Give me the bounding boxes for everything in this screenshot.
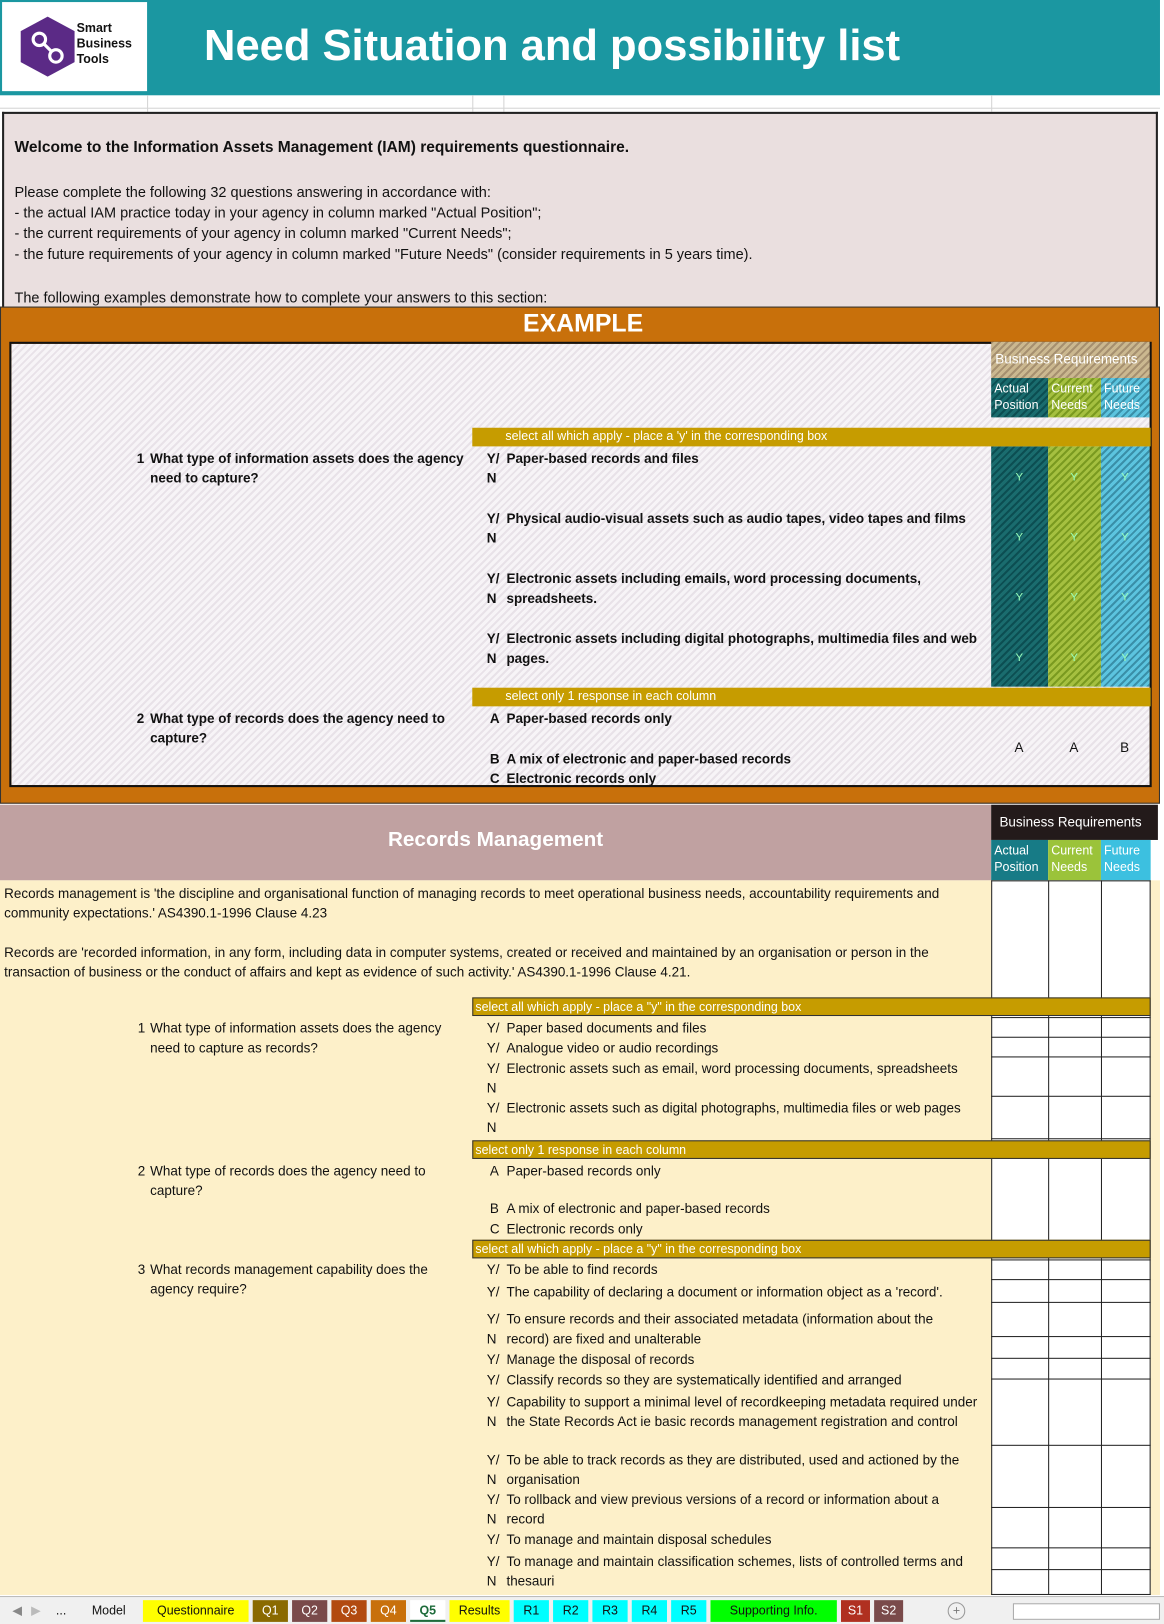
example-answer: Y: [1121, 531, 1129, 544]
grid-line: [991, 1547, 1150, 1548]
instruction-band: select all which apply - place a "y" in the corresponding box: [472, 1240, 1150, 1259]
question-text: What records management capability does the agency require?: [150, 1261, 428, 1297]
records-title: Records Management: [387, 828, 604, 852]
sheet-tab-r3[interactable]: R3: [592, 1600, 627, 1622]
grid-line: [991, 1259, 1150, 1260]
yn-marker: Y/ N: [486, 510, 500, 546]
option-text: Paper-based records only: [506, 1163, 661, 1179]
yn-marker: Y/: [486, 1284, 500, 1300]
example-answer: Y: [1121, 651, 1129, 664]
logo: [2, 2, 147, 91]
scroll-right-icon[interactable]: ▶: [31, 1603, 41, 1618]
option-letter: C: [489, 770, 500, 787]
example-title: EXAMPLE: [523, 309, 644, 338]
example-instruction-band: select all which apply - place a 'y' in the corresponding box: [472, 428, 1150, 447]
page-title: Need Situation and possibility list: [204, 20, 901, 70]
yn-marker: Y/: [486, 1261, 500, 1278]
option-text: A mix of electronic and paper-based records: [506, 1200, 770, 1216]
sheet-tab-q4[interactable]: Q4: [371, 1600, 406, 1622]
example-col-header: Actual Position: [991, 378, 1048, 417]
option-text: The capability of declaring a document or information object as a 'record'.: [506, 1284, 943, 1300]
examples-note: The following examples demonstrate how to complete your answers to this section:: [14, 288, 548, 306]
option-letter: A: [489, 710, 500, 727]
sheet-tab-q1[interactable]: Q1: [253, 1600, 288, 1622]
sheet-tab-r1[interactable]: R1: [514, 1600, 549, 1622]
add-sheet-button[interactable]: +: [948, 1602, 966, 1620]
grid-line: [991, 1569, 1150, 1570]
logo-text: Smart Business Tools: [76, 20, 132, 67]
option-text: Electronic records only: [506, 770, 657, 787]
grid-line: [991, 1302, 1150, 1303]
instruction-band: select all which apply - place a "y" in the corresponding box: [472, 997, 1150, 1016]
sheet-tab-results[interactable]: Results: [449, 1600, 509, 1622]
option-letter: B: [489, 750, 500, 767]
option-text: Capability to support a minimal level of recordkeeping metadata required under the State Records Act ie basic records management registration and control: [506, 1394, 978, 1430]
option-text: Paper-based records only: [506, 710, 672, 727]
yn-marker: Y/: [486, 1351, 500, 1368]
grid-line: [991, 1279, 1150, 1280]
grid-line: [991, 1138, 1150, 1139]
example-answer: Y: [1015, 651, 1024, 664]
sheet-tab-s1[interactable]: S1: [841, 1600, 870, 1622]
sheet-tab-bar: [0, 1596, 1164, 1624]
example-answer: B: [1120, 739, 1130, 756]
intro-line: - the current requirements of your agency in column marked "Current Needs";: [14, 224, 512, 242]
example-instruction-band: select only 1 response in each column: [472, 688, 1150, 707]
grid-line: [1048, 880, 1049, 1595]
sheet-tab-r5[interactable]: R5: [671, 1600, 706, 1622]
option-text: Electronic assets including emails, word processing documents, spreadsheets.: [506, 570, 921, 606]
question-text: What type of information assets does the agency need to capture as records?: [150, 1020, 442, 1056]
option-text: Electronic assets including digital photographs, multimedia files and web pages.: [506, 630, 978, 666]
grid-line: [991, 1445, 1150, 1446]
answer-grid: [991, 880, 1150, 1595]
example-answer: Y: [1070, 651, 1079, 664]
option-text: To manage and maintain disposal schedules: [506, 1531, 772, 1548]
question-number: 2: [136, 710, 145, 727]
grid-line: [991, 1379, 1150, 1380]
example-answer: A: [1069, 739, 1079, 756]
grid-line: [991, 1336, 1150, 1337]
sheet-tab-r4[interactable]: R4: [632, 1600, 667, 1622]
yn-marker: Y/ N: [486, 1394, 500, 1430]
example-answer: Y: [1121, 471, 1129, 484]
sheet-tab-supporting-info-[interactable]: Supporting Info.: [710, 1600, 836, 1622]
example-answer: Y: [1121, 591, 1129, 604]
option-letter: B: [489, 1200, 499, 1216]
question-number: 1: [137, 1020, 146, 1036]
grid-line: [991, 1037, 1150, 1038]
intro-section: [2, 112, 1158, 309]
yn-marker: Y/ N: [486, 450, 500, 486]
yn-marker: Y/ N: [486, 1099, 500, 1136]
option-text: To ensure records and their associated metadata (information about the record) are fixed and unalterable: [506, 1311, 934, 1347]
example-answer: Y: [1070, 471, 1079, 484]
question-text: What type of information assets does the agency need to capture?: [150, 450, 464, 486]
intro-line: Please complete the following 32 questions answering in accordance with:: [14, 183, 491, 200]
yn-marker: Y/: [486, 1039, 500, 1056]
records-definition-2: Records are 'recorded information, in any form, including data in computer systems, created or received and maintained by an organisation or person in the transaction of business or the conduct of affairs and kept as evidence of such activity.' AS4390.1-1996 Clause 4.21.: [4, 944, 929, 980]
grid-line: [991, 1594, 1150, 1595]
yn-marker: Y/ N: [486, 1060, 500, 1096]
yn-marker: Y/ N: [486, 1491, 500, 1527]
option-text: Analogue video or audio recordings: [506, 1039, 719, 1056]
logo-icon: [17, 14, 79, 78]
option-text: Manage the disposal of records: [506, 1351, 695, 1368]
question-text: What type of records does the agency need to capture?: [150, 710, 445, 746]
grid-line: [991, 1096, 1150, 1097]
grid-line: [991, 1358, 1150, 1359]
yn-marker: Y/ N: [486, 630, 500, 666]
option-text: To be able to track records as they are distributed, used and actioned by the organisation: [506, 1452, 960, 1488]
option-text: Electronic assets such as email, word processing documents, spreadsheets: [506, 1060, 958, 1077]
sheet-tab-s2[interactable]: S2: [874, 1600, 903, 1622]
sheet-tab-q2[interactable]: Q2: [292, 1600, 327, 1622]
example-answer: A: [1014, 739, 1024, 756]
sheet-tab-q5[interactable]: Q5: [410, 1600, 445, 1622]
option-letter: A: [489, 1163, 499, 1179]
option-text: Electronic records only: [506, 1221, 643, 1237]
grid-line: [991, 1507, 1150, 1508]
example-answer: Y: [1015, 471, 1024, 484]
option-text: Classify records so they are systematically identified and arranged: [506, 1372, 902, 1388]
question-text: What type of records does the agency need to capture?: [150, 1163, 426, 1199]
records-definition: Records management is 'the discipline and organisational function of managing records to meet operational business needs, accountability requirements and community expectations.' AS4390.1-1996 Clause 4.23: [4, 885, 940, 921]
scroll-left-icon[interactable]: ◀: [12, 1603, 22, 1618]
option-text: Paper based documents and files: [506, 1020, 707, 1036]
col-current-needs: Current Needs: [1048, 840, 1101, 880]
grid-line: [991, 880, 1150, 881]
option-letter: C: [489, 1221, 500, 1237]
grid-line: [991, 1056, 1150, 1057]
example-col-header: Future Needs: [1101, 378, 1150, 417]
option-text: To rollback and view previous versions of a record or information about a record: [506, 1491, 940, 1527]
sheet-tab-questionnaire[interactable]: Questionnaire: [143, 1600, 249, 1622]
question-number: 2: [137, 1163, 146, 1179]
question-number: 3: [137, 1261, 146, 1278]
grid-line: [1150, 880, 1151, 1595]
sheet-tab-model[interactable]: Model: [79, 1600, 139, 1622]
yn-marker: Y/: [486, 1020, 500, 1036]
sheet-tab-r2[interactable]: R2: [553, 1600, 588, 1622]
option-text: Paper-based records and files: [506, 450, 699, 467]
yn-marker: Y/ N: [486, 1553, 500, 1589]
yn-marker: Y/ N: [486, 570, 500, 606]
question-number: 1: [136, 450, 145, 467]
business-requirements-header: Business Requirements: [991, 805, 1158, 840]
option-text: A mix of electronic and paper-based records: [506, 750, 792, 767]
example-answer: Y: [1015, 591, 1024, 604]
yn-marker: Y/: [486, 1531, 500, 1548]
yn-marker: Y/: [486, 1372, 500, 1388]
more-tabs-button[interactable]: ...: [55, 1603, 67, 1618]
option-text: Electronic assets such as digital photographs, multimedia files or web pages: [506, 1099, 961, 1116]
option-text: Physical audio-visual assets such as audio tapes, video tapes and films: [506, 510, 966, 527]
option-text: To be able to find records: [506, 1261, 658, 1278]
grid-line: [1101, 880, 1102, 1595]
business-requirements-header: Business Requirements: [991, 342, 1149, 378]
grid-line: [991, 1017, 1150, 1018]
option-text: To manage and maintain classification schemes, lists of controlled terms and thesauri: [506, 1553, 963, 1589]
col-future-needs: Future Needs: [1101, 840, 1151, 880]
instruction-band: select only 1 response in each column: [472, 1140, 1150, 1159]
example-answer: Y: [1070, 591, 1079, 604]
intro-line: - the actual IAM practice today in your agency in column marked "Actual Position";: [14, 204, 542, 221]
example-col-header: Current Needs: [1048, 378, 1101, 417]
example-answer: Y: [1070, 531, 1079, 544]
yn-marker: Y/ N: [486, 1311, 500, 1347]
grid-line: [991, 880, 992, 1595]
welcome-heading: Welcome to the Information Assets Management (IAM) requirements questionnaire.: [14, 138, 630, 157]
yn-marker: Y/ N: [486, 1452, 500, 1488]
intro-line: - the future requirements of your agency in column marked "Future Needs" (consider requirements in 5 years time).: [14, 245, 753, 263]
sheet-tab-q3[interactable]: Q3: [331, 1600, 366, 1622]
col-actual-position: Actual Position: [991, 840, 1048, 880]
horizontal-scrollbar[interactable]: [1013, 1603, 1160, 1620]
example-answer: Y: [1015, 531, 1024, 544]
